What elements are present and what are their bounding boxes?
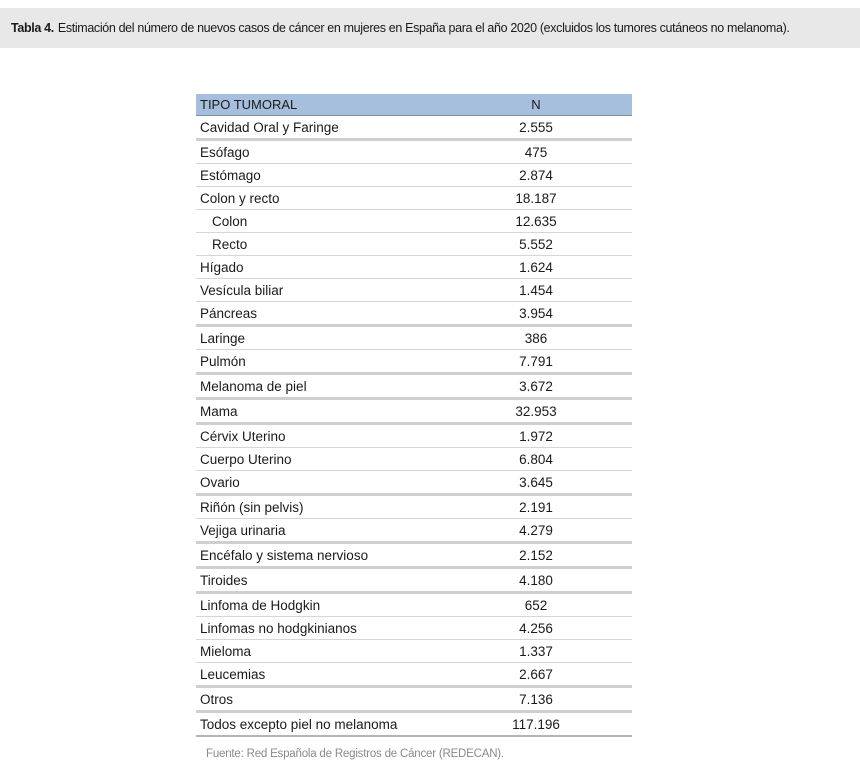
- tumor-type-cell: Vejiga urinaria: [196, 519, 440, 543]
- tumor-type-cell: Páncreas: [196, 302, 440, 326]
- case-count-cell: 2.667: [440, 663, 632, 687]
- tumor-type-cell: Cérvix Uterino: [196, 424, 440, 448]
- case-count-cell: 386: [440, 326, 632, 350]
- tumor-type-cell: Laringe: [196, 326, 440, 350]
- case-count-cell: 2.152: [440, 543, 632, 568]
- table-row: [196, 640, 632, 663]
- column-header-tumor-type: TIPO TUMORAL: [196, 94, 440, 116]
- case-count-cell: 12.635: [440, 210, 632, 233]
- table-row: [196, 256, 632, 279]
- case-count-cell: 6.804: [440, 448, 632, 471]
- tumor-type-cell: Mieloma: [196, 640, 440, 663]
- table-row: [196, 495, 632, 519]
- tumor-type-cell: Vesícula biliar: [196, 279, 440, 302]
- case-count-cell: 5.552: [440, 233, 632, 256]
- tumor-type-cell: Linfomas no hodgkinianos: [196, 617, 440, 640]
- case-count-cell: 3.954: [440, 302, 632, 326]
- table-row: [196, 233, 632, 256]
- case-count-cell: 1.972: [440, 424, 632, 448]
- case-count-cell: 1.337: [440, 640, 632, 663]
- source-note: Fuente: Red Española de Registros de Cáncer (REDECAN).: [206, 748, 504, 760]
- tumor-type-cell: Cuerpo Uterino: [196, 448, 440, 471]
- case-count-cell: 4.256: [440, 617, 632, 640]
- tumor-type-cell: Esófago: [196, 140, 440, 164]
- table-row: [196, 279, 632, 302]
- table-row: [196, 568, 632, 593]
- table-row: [196, 519, 632, 543]
- tumor-type-cell: Pulmón: [196, 350, 440, 374]
- table-row: [196, 424, 632, 448]
- case-count-cell: 18.187: [440, 187, 632, 210]
- table-row: [196, 210, 632, 233]
- case-count-cell: 32.953: [440, 399, 632, 424]
- table-row: [196, 471, 632, 495]
- tumor-type-cell: Otros: [196, 687, 440, 712]
- case-count-cell: 652: [440, 593, 632, 617]
- tumor-type-cell: Colon: [196, 210, 440, 233]
- table-row: [196, 374, 632, 399]
- tumor-type-cell: Tiroides: [196, 568, 440, 593]
- table-row: [196, 448, 632, 471]
- table-row: [196, 687, 632, 712]
- tumor-type-cell: Hígado: [196, 256, 440, 279]
- table-row: [196, 712, 632, 737]
- table-row: [196, 116, 632, 140]
- case-count-cell: 4.180: [440, 568, 632, 593]
- table-row: [196, 187, 632, 210]
- tumor-type-cell: Estómago: [196, 164, 440, 187]
- table-row: [196, 302, 632, 326]
- table-row: [196, 617, 632, 640]
- tumor-type-cell: Linfoma de Hodgkin: [196, 593, 440, 617]
- case-count-cell: 7.791: [440, 350, 632, 374]
- table-body: [196, 116, 632, 737]
- case-count-cell: 2.874: [440, 164, 632, 187]
- case-count-cell: 475: [440, 140, 632, 164]
- tumor-type-cell: Riñón (sin pelvis): [196, 495, 440, 519]
- table-caption-label: Tabla 4.: [11, 21, 54, 35]
- tumor-type-cell: Mama: [196, 399, 440, 424]
- tumor-type-cell: Cavidad Oral y Faringe: [196, 116, 440, 140]
- table-row: [196, 326, 632, 350]
- table-header-row: [196, 94, 632, 116]
- tumor-type-cell: Colon y recto: [196, 187, 440, 210]
- case-count-cell: 1.454: [440, 279, 632, 302]
- tumor-type-cell: Recto: [196, 233, 440, 256]
- table-row: [196, 543, 632, 568]
- tumor-type-cell: Ovario: [196, 471, 440, 495]
- case-count-cell: 3.672: [440, 374, 632, 399]
- tumor-type-cell: Todos excepto piel no melanoma: [196, 712, 440, 737]
- tumor-type-cell: Encéfalo y sistema nervioso: [196, 543, 440, 568]
- case-count-cell: 117.196: [440, 712, 632, 737]
- tumor-type-cell: Melanoma de piel: [196, 374, 440, 399]
- case-count-cell: 2.555: [440, 116, 632, 140]
- case-count-cell: 7.136: [440, 687, 632, 712]
- cancer-cases-table: [196, 94, 632, 737]
- table-caption: [0, 8, 860, 48]
- table-row: [196, 663, 632, 687]
- case-count-cell: 2.191: [440, 495, 632, 519]
- column-header-n: N: [440, 94, 632, 116]
- table-row: [196, 593, 632, 617]
- table-row: [196, 350, 632, 374]
- table-row: [196, 399, 632, 424]
- table-row: [196, 140, 632, 164]
- data-table-container: [196, 94, 632, 737]
- tumor-type-cell: Leucemias: [196, 663, 440, 687]
- case-count-cell: 3.645: [440, 471, 632, 495]
- case-count-cell: 1.624: [440, 256, 632, 279]
- table-row: [196, 164, 632, 187]
- table-caption-text: Estimación del número de nuevos casos de cáncer en mujeres en España para el año 2020 (excluidos los tumores cutáneos no melanoma).: [57, 21, 790, 35]
- case-count-cell: 4.279: [440, 519, 632, 543]
